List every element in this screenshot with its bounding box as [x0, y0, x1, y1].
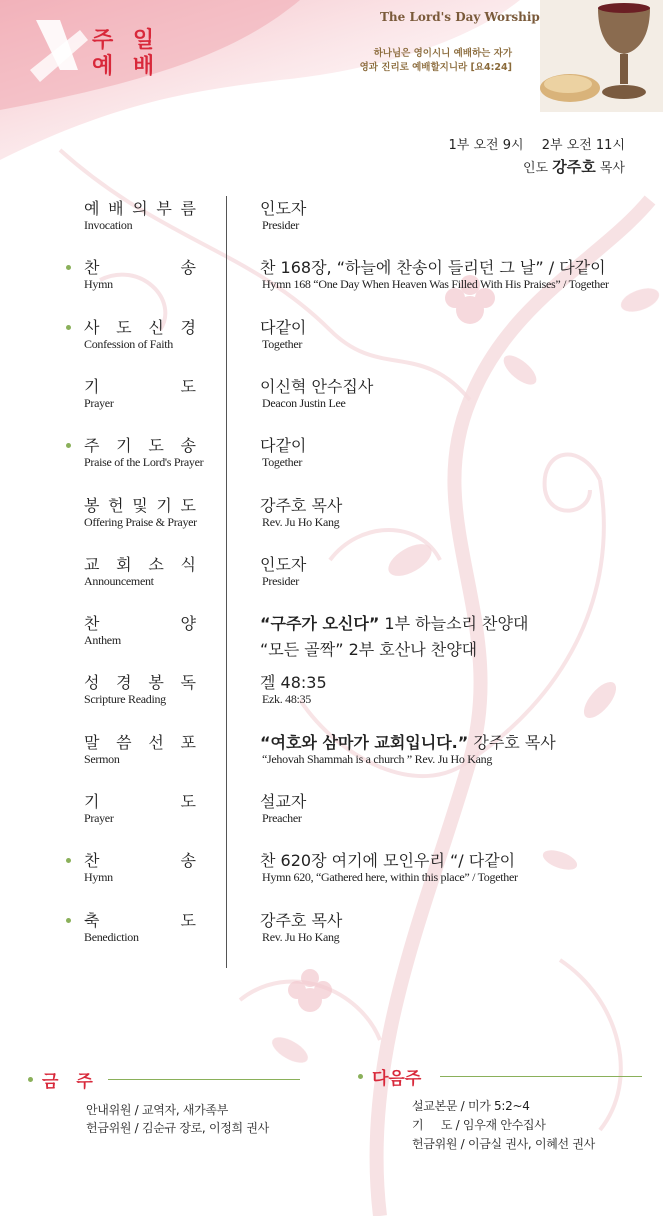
label-char: 소: [148, 555, 164, 574]
chalice-and-bread-image: [540, 0, 663, 112]
program-item-value-2: “모든 골짝” 2부 호산나 찬양대: [260, 640, 478, 659]
program-item-value: 인도자: [260, 555, 307, 574]
verse-line-2: 영과 진리로 예배할지니라 [요4:24]: [359, 62, 512, 73]
next-week-item-2: 기 도 / 임우재 안수집사: [412, 1118, 546, 1132]
label-char: 기: [84, 377, 100, 396]
program-row: [0, 315, 663, 371]
program-item-value: 찬 168장, “하늘에 찬송이 들리던 그 날” / 다같이: [260, 258, 606, 277]
page-title: [92, 28, 160, 80]
program-item-value-english: “Jehovah Shammah is a church ” Rev. Ju Ho Kang: [262, 752, 493, 766]
scripture-verse: [340, 47, 512, 75]
program-row: [0, 433, 663, 489]
label-char: 성: [84, 673, 100, 692]
program-item-value: 설교자: [260, 792, 307, 811]
program-item-english: Hymn: [84, 870, 113, 884]
label-char: 선: [148, 733, 164, 752]
label-char: 말: [84, 733, 100, 752]
program-item-label: [84, 315, 196, 338]
program-item-english: Anthem: [84, 633, 121, 647]
program-item-label: [84, 789, 196, 812]
label-char: 경: [180, 318, 196, 337]
program-item-label: [84, 493, 196, 516]
program-item-english: Announcement: [84, 574, 154, 588]
bullet-icon: [66, 858, 71, 863]
label-char: 찬: [84, 258, 100, 277]
program-item-english: Praise of the Lord's Prayer: [84, 455, 204, 469]
leader-prefix: 인도: [522, 161, 549, 176]
program-item-english: Benediction: [84, 930, 139, 944]
value-rest: 1부 하늘소리 찬양대: [379, 614, 529, 633]
program-row: [0, 255, 663, 311]
label-char: 사: [84, 318, 100, 337]
label-char: 독: [180, 673, 196, 692]
program-item-value: 찬 620장 여기에 모인우리 “/ 다같이: [260, 851, 516, 870]
label-char: 신: [148, 318, 164, 337]
title-line-1: 주 일: [92, 28, 161, 53]
service-1-time: 1부 오전 9시: [448, 138, 524, 153]
label-char: 송: [180, 851, 196, 870]
program-row: [0, 789, 663, 845]
program-item-english: Prayer: [84, 811, 114, 825]
program-item-english: Offering Praise & Prayer: [84, 515, 197, 529]
label-char: 예: [84, 199, 100, 218]
label-char: 의: [132, 199, 148, 218]
program-item-value: 이신혁 안수집사: [260, 377, 374, 396]
program-item-label: [84, 196, 196, 219]
label-char: 도: [180, 377, 196, 396]
label-char: 도: [116, 318, 132, 337]
label-char: 기: [156, 496, 172, 515]
label-char: 봉: [84, 496, 100, 515]
label-char: 도: [180, 792, 196, 811]
bullet-icon: [66, 443, 71, 448]
program-item-label: [84, 670, 196, 693]
label-char: 및: [132, 496, 148, 515]
program-item-english: Sermon: [84, 752, 120, 766]
label-char: 헌: [108, 496, 124, 515]
label-char: 부: [156, 199, 172, 218]
program-item-value-english: Presider: [262, 574, 299, 588]
label-char: 찬: [84, 614, 100, 633]
value-rest: 강주호 목사: [468, 733, 556, 752]
program-row: [0, 730, 663, 786]
program-item-label: [84, 730, 196, 753]
label-char: 축: [84, 911, 100, 930]
value-emphasis: “구주가 오신다”: [260, 614, 380, 633]
program-item-value: [260, 730, 556, 753]
program-row: [0, 552, 663, 608]
program-item-value-english: Deacon Justin Lee: [262, 396, 346, 410]
next-week-item-1: 설교본문 / 미가 5:2~4: [412, 1099, 530, 1113]
label-char: 주: [84, 436, 100, 455]
service-times: [435, 134, 626, 153]
next-week-title: 다음주: [372, 1069, 422, 1089]
label-char: 포: [180, 733, 196, 752]
program-item-value: 강주호 목사: [260, 496, 343, 515]
program-item-value-english: Hymn 620, “Gathered here, within this place” / Together: [262, 870, 518, 884]
program-item-english: Invocation: [84, 218, 133, 232]
leader-title: 목사: [599, 161, 625, 176]
next-week-bullet: [358, 1074, 363, 1079]
program-item-value: 다같이: [260, 436, 307, 455]
program-item-value-english: Ezk. 48:35: [262, 692, 311, 706]
bullet-icon: [66, 265, 71, 270]
leader-name: 강주호: [552, 158, 596, 176]
program-item-value-english: Preacher: [262, 811, 302, 825]
this-week-item-1: 안내위원 / 교역자, 새가족부: [86, 1103, 229, 1117]
label-char: 도: [180, 496, 196, 515]
program-item-value-english: Rev. Ju Ho Kang: [262, 515, 340, 529]
program-item-value: 인도자: [260, 199, 307, 218]
label-char: 회: [116, 555, 132, 574]
label-char: 양: [180, 614, 196, 633]
english-title: The Lord's Day Worship: [380, 10, 540, 24]
label-char: 봉: [148, 673, 164, 692]
program-item-value: 겔 48:35: [260, 673, 327, 692]
this-week-bullet: [28, 1077, 33, 1082]
service-leader: [523, 156, 625, 177]
label-char: 씀: [116, 733, 132, 752]
label-char: 기: [116, 436, 132, 455]
program-item-label: [84, 255, 196, 278]
program-row: [0, 196, 663, 252]
label-char: 식: [180, 555, 196, 574]
program-item-english: Hymn: [84, 277, 113, 291]
this-week-title: 금 주: [42, 1072, 99, 1092]
program-item-english: Prayer: [84, 396, 114, 410]
this-week-rule: [108, 1079, 300, 1080]
label-char: 배: [108, 199, 124, 218]
program-item-english: Confession of Faith: [84, 337, 173, 351]
label-char: 기: [84, 792, 100, 811]
label-char: 교: [84, 555, 100, 574]
label-char: 송: [180, 436, 196, 455]
next-week-rule: [440, 1076, 642, 1077]
service-2-time: 2부 오전 11시: [541, 138, 625, 153]
label-char: 도: [148, 436, 164, 455]
program-item-value: 강주호 목사: [260, 911, 343, 930]
program-row: [0, 493, 663, 549]
label-char: 찬: [84, 851, 100, 870]
program-item-label: [84, 374, 196, 397]
label-char: 름: [180, 199, 196, 218]
title-line-2: 예 배: [92, 54, 161, 79]
program-row: [0, 848, 663, 904]
program-item-label: [84, 433, 196, 456]
bullet-icon: [66, 918, 71, 923]
program-row: [0, 374, 663, 430]
program-item-label: [84, 908, 196, 931]
program-item-label: [84, 848, 196, 871]
program-item-label: [84, 552, 196, 575]
program-item-value-english: Together: [262, 455, 303, 469]
program-item-label: [84, 611, 196, 634]
next-week-item-3: 헌금위원 / 이금실 권사, 이혜선 권사: [412, 1137, 595, 1151]
program-item-value: 다같이: [260, 318, 307, 337]
program-row: [0, 670, 663, 726]
value-emphasis: “여호와 삼마가 교회입니다.”: [260, 733, 469, 752]
label-char: 도: [180, 911, 196, 930]
verse-line-1: 하나님은 영이시니 예배하는 자가: [373, 48, 512, 59]
program-item-value-english: Hymn 168 “One Day When Heaven Was Filled With His Praises” / Together: [262, 277, 609, 291]
program-item-value-english: Together: [262, 337, 303, 351]
program-item-value: [260, 611, 528, 634]
program-item-english: Scripture Reading: [84, 692, 166, 706]
program-item-value-english: Presider: [262, 218, 299, 232]
this-week-item-2: 헌금위원 / 김순규 장로, 이정희 권사: [86, 1121, 269, 1135]
program-row: [0, 611, 663, 667]
bullet-icon: [66, 325, 71, 330]
label-char: 경: [116, 673, 132, 692]
program-row: [0, 908, 663, 964]
program-item-value-english: Rev. Ju Ho Kang: [262, 930, 340, 944]
label-char: 송: [180, 258, 196, 277]
